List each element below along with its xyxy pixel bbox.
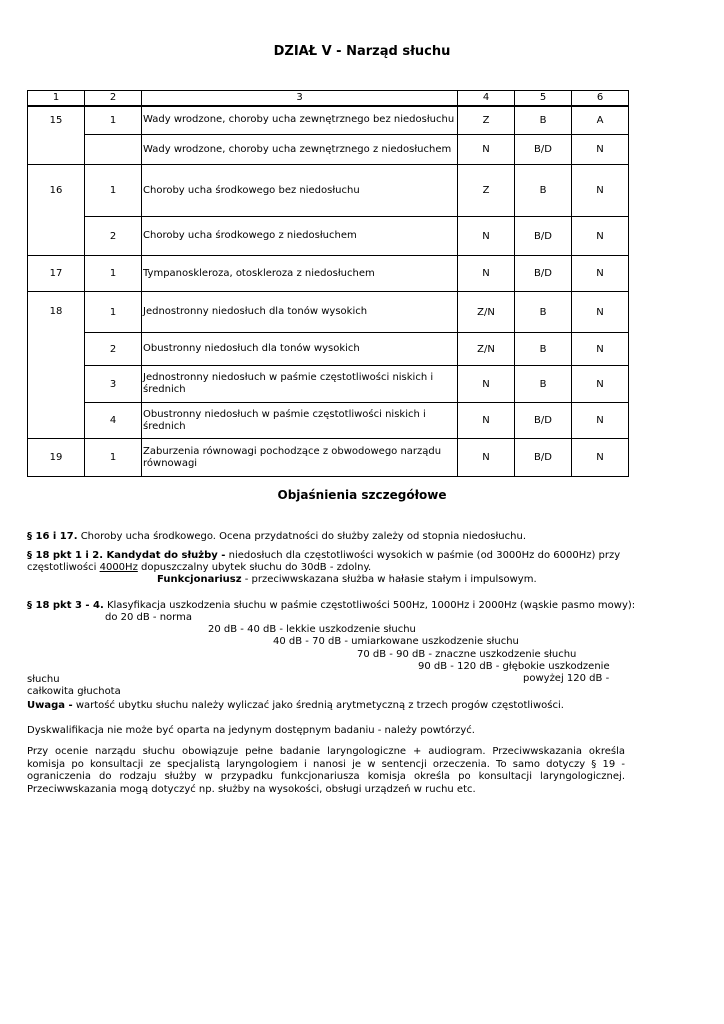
- table-row: [28, 333, 629, 366]
- table-row: [28, 292, 629, 333]
- note-18-1-2-line3: Funkcjonariusz - przeciwwskazana służba w hałasie stałym i impulsowym.: [157, 574, 537, 585]
- paragraph-cell: 19: [28, 439, 85, 477]
- point-cell: 3: [85, 366, 142, 403]
- point-cell: [85, 135, 142, 165]
- category-cell: B/D: [515, 217, 572, 256]
- description-cell: Jednostronny niedosłuch dla tonów wysokich: [142, 292, 458, 333]
- category-cell: N: [572, 333, 629, 366]
- category-cell: N: [572, 403, 629, 439]
- description-cell: Obustronny niedosłuch dla tonów wysokich: [142, 333, 458, 366]
- category-cell: N: [458, 366, 515, 403]
- note-disqualification: Dyskwalifikacja nie może być oparta na jedynym dostępnym badaniu - należy powtórzyć.: [27, 725, 475, 736]
- category-cell: B/D: [515, 403, 572, 439]
- paragraph-cell: 18: [28, 292, 85, 439]
- note-18-1-2-line2: częstotliwości 4000Hz dopuszczalny ubytek słuchu do 30dB - zdolny.: [27, 562, 372, 573]
- paragraph-cell: 16: [28, 165, 85, 256]
- description-cell: Jednostronny niedosłuch w paśmie częstotliwości niskich i średnich: [142, 366, 458, 403]
- category-cell: B: [515, 165, 572, 217]
- category-cell: Z/N: [458, 292, 515, 333]
- category-cell: B/D: [515, 439, 572, 477]
- point-cell: 1: [85, 439, 142, 477]
- category-cell: N: [458, 217, 515, 256]
- header-cell: 3: [142, 91, 458, 106]
- point-cell: 2: [85, 333, 142, 366]
- table-row: [28, 135, 629, 165]
- category-cell: B: [515, 292, 572, 333]
- header-cell: 4: [458, 91, 515, 106]
- hearing-level-deaf: powyżej 120 dB -: [523, 673, 610, 684]
- category-cell: N: [572, 439, 629, 477]
- category-cell: N: [572, 256, 629, 292]
- header-cell: 1: [28, 91, 85, 106]
- note-18-3-4: § 18 pkt 3 - 4. Klasyfikacja uszkodzenia słuchu w paśmie częstotliwości 500Hz, 1000Hz i 2000Hz (wąskie pasmo mowy):: [27, 600, 636, 611]
- hearing-level-severe: 70 dB - 90 dB - znaczne uszkodzenie słuchu: [357, 649, 577, 660]
- table-row: [28, 217, 629, 256]
- description-cell: Choroby ucha środkowego bez niedosłuchu: [142, 165, 458, 217]
- category-cell: N: [572, 217, 629, 256]
- classification-table: [27, 90, 629, 477]
- category-cell: Z: [458, 106, 515, 135]
- point-cell: 1: [85, 165, 142, 217]
- description-cell: Tympanoskleroza, otoskleroza z niedosłuchem: [142, 256, 458, 292]
- description-cell: Zaburzenia równowagi pochodzące z obwodowego narządu równowagi: [142, 439, 458, 477]
- description-cell: Wady wrodzone, choroby ucha zewnętrznego bez niedosłuchu: [142, 106, 458, 135]
- table-row: [28, 403, 629, 439]
- hearing-level-mild: 20 dB - 40 dB - lekkie uszkodzenie słuchu: [208, 624, 416, 635]
- category-cell: B: [515, 333, 572, 366]
- header-cell: 5: [515, 91, 572, 106]
- hearing-level-deaf-cont: całkowita głuchota: [27, 686, 121, 697]
- table-row: [28, 106, 629, 135]
- table-row: [28, 256, 629, 292]
- category-cell: N: [572, 366, 629, 403]
- category-cell: B/D: [515, 256, 572, 292]
- category-cell: Z: [458, 165, 515, 217]
- section-subtitle: Objaśnienia szczegółowe: [277, 488, 447, 502]
- paragraph-cell: 15: [28, 106, 85, 165]
- hearing-level-norm: do 20 dB - norma: [105, 612, 192, 623]
- point-cell: 2: [85, 217, 142, 256]
- note-warning: Uwaga - wartość ubytku słuchu należy wyliczać jako średnią arytmetyczną z trzech progów częstotliwości.: [27, 700, 564, 711]
- note-18-1-2-line1: § 18 pkt 1 i 2. Kandydat do służby - niedosłuch dla częstotliwości wysokich w paśmie (od 3000Hz do 6000Hz) przy: [27, 550, 621, 561]
- category-cell: N: [572, 135, 629, 165]
- category-cell: N: [458, 403, 515, 439]
- header-cell: 6: [572, 91, 629, 106]
- category-cell: Z/N: [458, 333, 515, 366]
- point-cell: 4: [85, 403, 142, 439]
- category-cell: B/D: [515, 135, 572, 165]
- category-cell: B: [515, 106, 572, 135]
- note-16-17: § 16 i 17. Choroby ucha środkowego. Ocena przydatności do służby zależy od stopnia niedosłuchu.: [27, 531, 526, 542]
- paragraph-cell: 17: [28, 256, 85, 292]
- point-cell: 1: [85, 292, 142, 333]
- table-row: [28, 439, 629, 477]
- category-cell: N: [458, 439, 515, 477]
- point-cell: 1: [85, 256, 142, 292]
- category-cell: N: [458, 135, 515, 165]
- hearing-level-moderate: 40 dB - 70 dB - umiarkowane uszkodzenie słuchu: [273, 636, 519, 647]
- category-cell: A: [572, 106, 629, 135]
- hearing-level-profound-cont: słuchu: [27, 674, 60, 685]
- hearing-level-profound: 90 dB - 120 dB - głębokie uszkodzenie: [418, 661, 610, 672]
- category-cell: N: [572, 165, 629, 217]
- note-assessment: Przy ocenie narządu słuchu obowiązuje pełne badanie laryngologiczne + audiogram. Przeciwwskazania określa komisja po konsultacji ze specjalistą laryngologiem i nanosi je w sentencji orzeczenia. To samo dotyczy § 19 - ograniczenia do rodzaju służby w przypadku funkcjonariusza komisja określa po konsultacji laryngologicznej. Przeciwwskazania mogą dotyczyć np. służby na wysokości, obsługi urządzeń w ruchu etc.: [27, 746, 625, 795]
- description-cell: Choroby ucha środkowego z niedosłuchem: [142, 217, 458, 256]
- page-title: DZIAŁ V - Narząd słuchu: [273, 44, 451, 59]
- category-cell: B: [515, 366, 572, 403]
- header-cell: 2: [85, 91, 142, 106]
- description-cell: Obustronny niedosłuch w paśmie częstotliwości niskich i średnich: [142, 403, 458, 439]
- table-header-row: [28, 91, 629, 106]
- table-row: [28, 165, 629, 217]
- table-row: [28, 366, 629, 403]
- category-cell: N: [572, 292, 629, 333]
- point-cell: 1: [85, 106, 142, 135]
- category-cell: N: [458, 256, 515, 292]
- description-cell: Wady wrodzone, choroby ucha zewnętrznego z niedosłuchem: [142, 135, 458, 165]
